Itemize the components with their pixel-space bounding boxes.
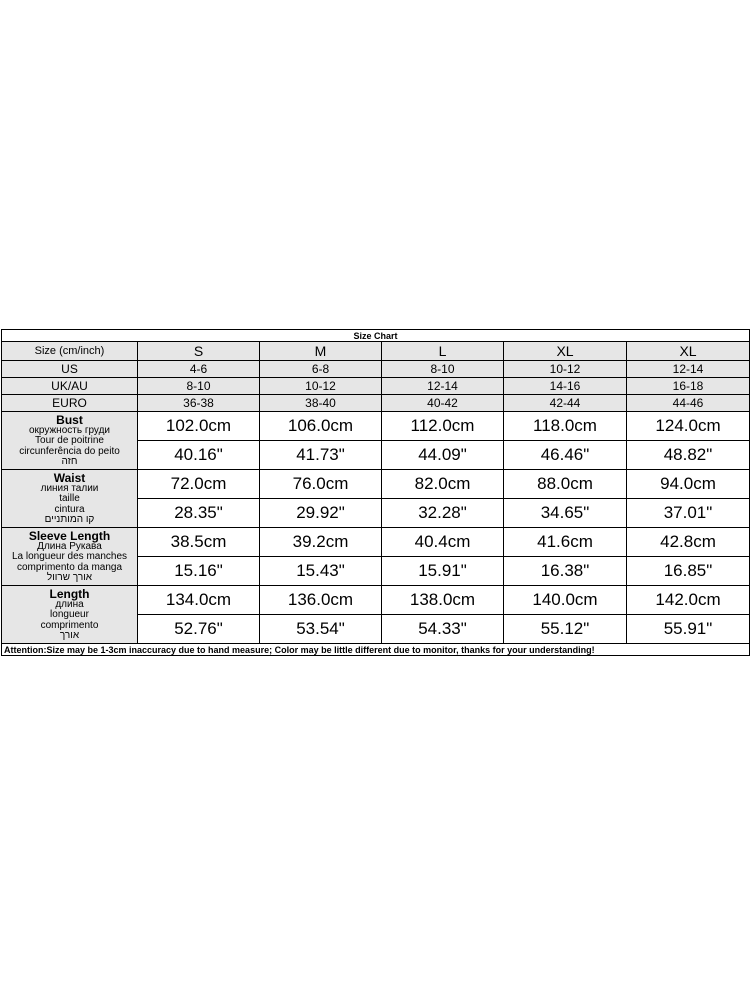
measurement-translation: La longueur des manches	[11, 551, 128, 562]
measurement-translation: חזה	[61, 456, 78, 467]
conversion-cell: 16-18	[627, 378, 750, 395]
measurement-inch-cell: 15.16"	[138, 557, 260, 586]
measurement-row-cm	[2, 470, 750, 499]
measurement-cm-cell: 134.0cm	[138, 586, 260, 615]
measurement-inch-cell: 46.46"	[504, 441, 627, 470]
conversion-cell: 42-44	[504, 395, 627, 412]
conversion-cell: 40-42	[382, 395, 504, 412]
measurement-row-cm	[2, 412, 750, 441]
note-row	[2, 644, 750, 656]
measurement-translation: comprimento da manga	[16, 561, 123, 573]
conversion-cell: 8-10	[382, 361, 504, 378]
measurement-row-cm	[2, 586, 750, 615]
size-header-cell: M	[260, 342, 382, 361]
measurement-translation: אורך	[59, 630, 80, 641]
measurement-inch-cell: 53.54"	[260, 615, 382, 644]
conversion-cell: 6-8	[260, 361, 382, 378]
measurement-label	[2, 412, 138, 470]
measurement-cm-cell: 142.0cm	[627, 586, 750, 615]
measurement-cm-cell: 40.4cm	[382, 528, 504, 557]
measurement-translation: Длина Рукава	[37, 540, 102, 552]
measurement-cm-cell: 38.5cm	[138, 528, 260, 557]
conversion-cell: 10-12	[260, 378, 382, 395]
measurement-title: Sleeve Length	[28, 528, 111, 543]
measurement-inch-cell: 55.12"	[504, 615, 627, 644]
attention-note: Attention:Size may be 1-3cm inaccuracy due to hand measure; Color may be little different due to monitor, thanks for your understanding!	[2, 644, 750, 656]
measurement-cm-cell: 94.0cm	[627, 470, 750, 499]
conversion-row	[2, 395, 750, 412]
measurement-label	[2, 528, 138, 586]
size-header-cell: L	[382, 342, 504, 361]
measurement-inch-cell: 15.43"	[260, 557, 382, 586]
conversion-row	[2, 378, 750, 395]
measurement-cm-cell: 138.0cm	[382, 586, 504, 615]
measurement-translation: circunferência do peito	[19, 445, 120, 457]
measurement-translation: comprimento	[40, 619, 99, 631]
conversion-label: EURO	[2, 395, 138, 412]
measurement-inch-cell: 37.01"	[627, 499, 750, 528]
measurement-inch-cell: 55.91"	[627, 615, 750, 644]
measurement-cm-cell: 136.0cm	[260, 586, 382, 615]
measurement-cm-cell: 39.2cm	[260, 528, 382, 557]
measurement-translation: длина	[55, 598, 84, 610]
measurement-inch-cell: 28.35"	[138, 499, 260, 528]
conversion-cell: 8-10	[138, 378, 260, 395]
measurement-translation: longueur	[50, 609, 89, 620]
measurement-title: Length	[49, 586, 90, 601]
measurement-cm-cell: 102.0cm	[138, 412, 260, 441]
conversion-cell: 36-38	[138, 395, 260, 412]
size-chart-table	[1, 329, 750, 656]
measurement-translation: אורך שרוול	[46, 572, 93, 583]
measurement-inch-cell: 34.65"	[504, 499, 627, 528]
measurement-cm-cell: 41.6cm	[504, 528, 627, 557]
measurement-translation: קו המותניים	[44, 514, 95, 525]
measurement-cm-cell: 106.0cm	[260, 412, 382, 441]
conversion-cell: 38-40	[260, 395, 382, 412]
measurement-inch-cell: 15.91"	[382, 557, 504, 586]
size-header-row	[2, 342, 750, 361]
measurement-translation: taille	[59, 493, 80, 504]
measurement-cm-cell: 124.0cm	[627, 412, 750, 441]
conversion-label: US	[2, 361, 138, 378]
conversion-cell: 44-46	[627, 395, 750, 412]
measurement-inch-cell: 48.82"	[627, 441, 750, 470]
measurement-cm-cell: 76.0cm	[260, 470, 382, 499]
measurement-inch-cell: 32.28"	[382, 499, 504, 528]
measurement-cm-cell: 140.0cm	[504, 586, 627, 615]
measurement-label	[2, 586, 138, 644]
size-header-label: Size (cm/inch)	[2, 342, 138, 361]
measurement-inch-cell: 29.92"	[260, 499, 382, 528]
measurement-cm-cell: 42.8cm	[627, 528, 750, 557]
conversion-cell: 14-16	[504, 378, 627, 395]
conversion-cell: 10-12	[504, 361, 627, 378]
conversion-cell: 12-14	[382, 378, 504, 395]
measurement-inch-cell: 40.16"	[138, 441, 260, 470]
measurement-inch-cell: 41.73"	[260, 441, 382, 470]
measurement-title: Waist	[53, 470, 86, 485]
measurement-cm-cell: 88.0cm	[504, 470, 627, 499]
size-header-cell: XL	[627, 342, 750, 361]
measurement-translation: окружность груди	[28, 424, 111, 436]
measurement-inch-cell: 44.09"	[382, 441, 504, 470]
measurement-cm-cell: 112.0cm	[382, 412, 504, 441]
measurement-translation: cintura	[54, 503, 85, 515]
measurement-inch-cell: 54.33"	[382, 615, 504, 644]
measurement-inch-cell: 16.38"	[504, 557, 627, 586]
measurement-row-cm	[2, 528, 750, 557]
measurement-cm-cell: 72.0cm	[138, 470, 260, 499]
measurement-title: Bust	[56, 412, 83, 427]
measurement-translation: линия талии	[40, 482, 99, 494]
measurement-inch-cell: 52.76"	[138, 615, 260, 644]
conversion-label: UK/AU	[2, 378, 138, 395]
size-header-cell: S	[138, 342, 260, 361]
conversion-row	[2, 361, 750, 378]
measurement-translation: Tour de poitrine	[35, 435, 104, 446]
measurement-cm-cell: 118.0cm	[504, 412, 627, 441]
size-header-cell: XL	[504, 342, 627, 361]
conversion-cell: 4-6	[138, 361, 260, 378]
chart-title: Size Chart	[2, 330, 750, 342]
conversion-cell: 12-14	[627, 361, 750, 378]
measurement-cm-cell: 82.0cm	[382, 470, 504, 499]
measurement-label	[2, 470, 138, 528]
measurement-inch-cell: 16.85"	[627, 557, 750, 586]
